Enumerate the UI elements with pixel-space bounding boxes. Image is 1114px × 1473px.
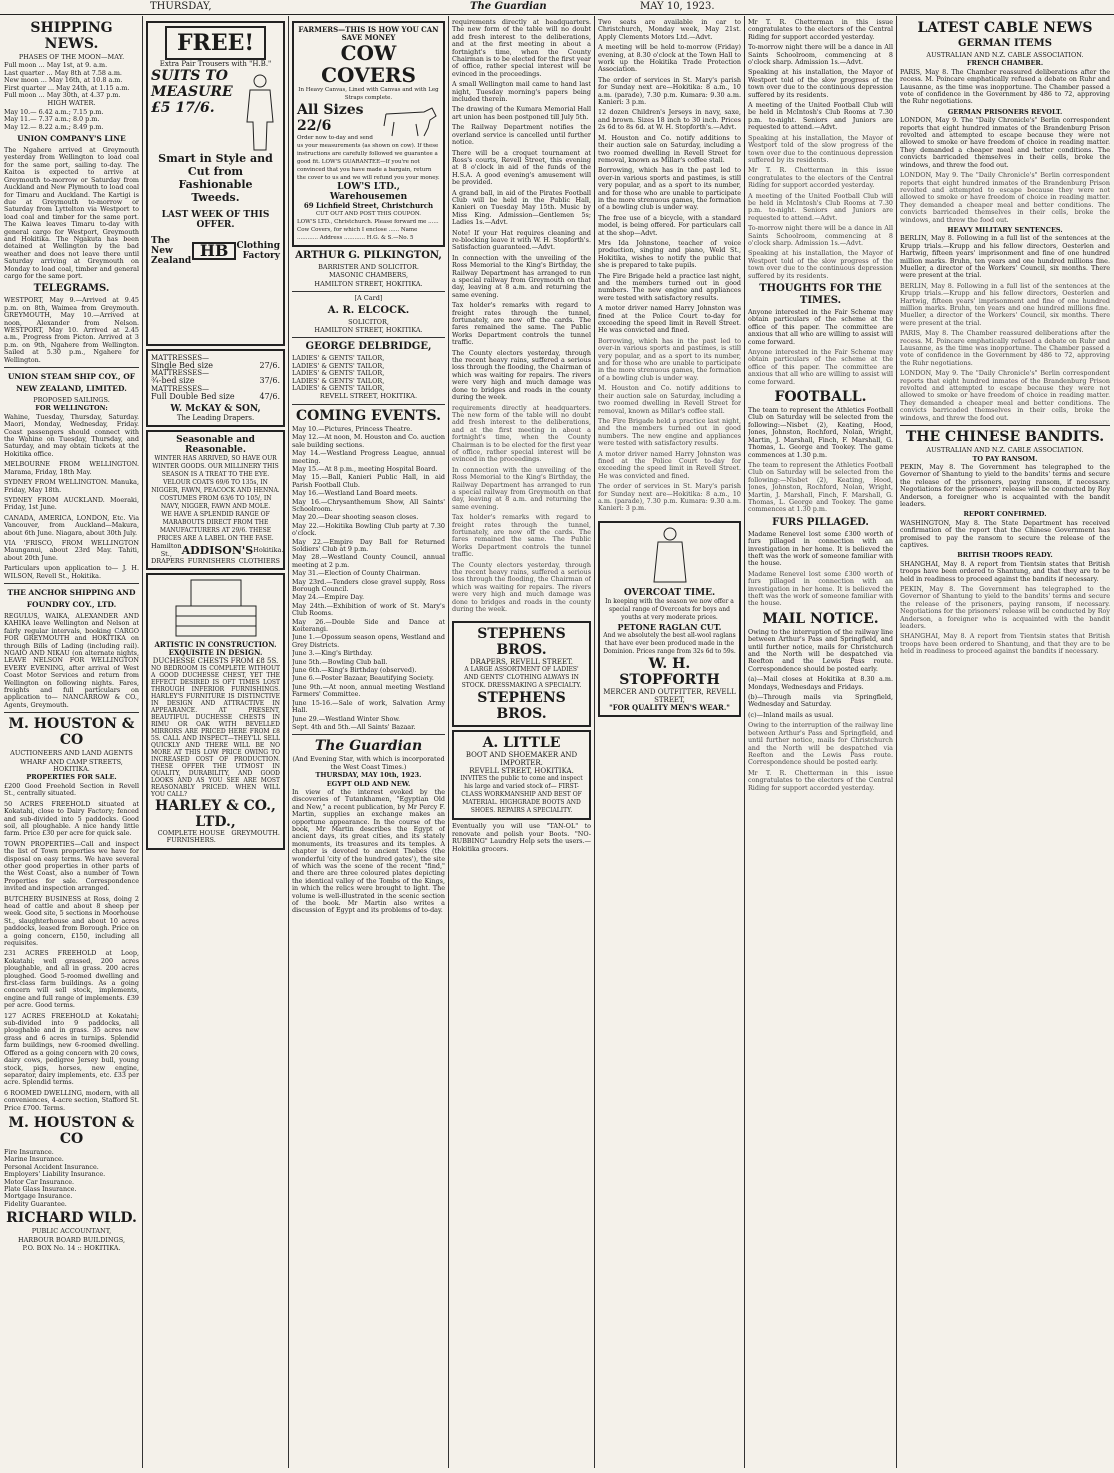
harley-foot-left: COMPLETE HOUSE FURNISHERS. xyxy=(157,828,225,845)
column-three xyxy=(292,18,445,1470)
lows-big: COW COVERS xyxy=(321,41,416,87)
divider xyxy=(292,734,445,735)
tanol-notice: Eventually you will use "TAN-OL" to renovate and polish your Boots. "NO-RUBBING" Laundry Help sets the users.—Hokitika grocers. xyxy=(452,822,591,853)
elcock-title: A. R. ELCOCK. xyxy=(327,304,410,316)
addison-foot: FURNISHERS xyxy=(187,557,236,566)
cow-icon xyxy=(380,102,440,138)
coming-event-item: May 15.—Ball, Kanieri Public Hall, in aid Parish Football Club. xyxy=(292,473,445,489)
little-sub: BOOT AND SHOEMAKER AND IMPORTER. xyxy=(465,751,578,768)
hb-logo: HB xyxy=(192,242,237,259)
column-five xyxy=(598,18,741,1470)
shipping-title: SHIPPING NEWS. xyxy=(30,20,113,52)
moon-line: Last quarter ... May 8th at 7.58 a.m. xyxy=(4,68,122,77)
revolt-text: LONDON, May 9. The "Daily Chronicle's" Berlin correspondent reports that eight hundred inmates of the Brandenburg Prison revolted and attempted to escape because they were not allowed to smoke or have freedom of choice in reading matter. They demanded a cheaper meal and better conditions. The convicts barricaded themselves in their cells, broke the windows, and threw the food out. xyxy=(900,369,1110,422)
houston-item: 231 ACRES FREEHOLD at Loop, Kokatahi; well grassed, 200 acres ploughable, and all in grass. 200 acres ploughed. Good 5-roomed dwelling and first-class farm buildings. As a going concern will sell stock, implements, engine and full range of implements. £39 per acre. Good terms. xyxy=(4,949,139,1010)
coming-event-item: Sept. 4th and 5th.—All Saints' Bazaar. xyxy=(292,722,416,731)
news-paragraph: M. Houston and Co. notify additions to their auction sale on Saturday, including a two roomed dwelling in Revell Street for removal, known as Millar's coffee stall. xyxy=(598,133,741,164)
insurance-item: Fire Insurance. xyxy=(4,1147,54,1156)
news-paragraph: Tax holder's remarks with regard to freight rates through the tunnel, fortunately, are now off the cards. The fares remained the same. The Public Works Department controls the tunnel traffic. xyxy=(452,301,591,347)
column-shipping xyxy=(4,18,139,1470)
coming-event-item: June 29.—Westland Winter Show. xyxy=(292,714,401,723)
man-in-suit-icon xyxy=(240,72,280,152)
coming-event-item: May 22.—Hokitika Bowling Club party at 7.30 o'clock. xyxy=(292,521,445,538)
usc-text: Wahine, Tuesday, Thursday, Saturday. Maori, Monday, Wednesday, Friday. Coast passengers should connect with the Wahine on Tuesday, Thursday, and Saturday, and may obtain tickets at the Hokitika office. xyxy=(4,412,139,458)
little-address: REVELL STREET, HOKITIKA. xyxy=(469,767,574,776)
coming-event-item: June 15-16.—Sale of work, Salvation Army Hall. xyxy=(292,698,445,715)
union-title: UNION COMPANY'S LINE xyxy=(17,134,126,144)
news-paragraph: The Fire Brigade held a practice last night, and the members turned out in good numbers. The new engine and appliances were tested with satisfactory results. xyxy=(598,271,741,302)
mckay-name: W. McKAY & SON, xyxy=(170,404,261,415)
divider xyxy=(292,337,445,338)
cable-title: LATEST CABLE NEWS xyxy=(917,20,1093,36)
houston-item: TOWN PROPERTIES—Call and inspect the list of Town properties we have for disposal on easy terms. We have several other good properties in other parts of the West Coast, also a number of Town Properties for sale. Correspondence invited and inspection arranged. xyxy=(4,839,139,893)
news-paragraph: In connection with the unveiling of the Ross Memorial to the King's Birthday, the Railway Department has arranged to run a special railway from Greymouth on that day, leaving at 8 a.m. and returning the same evening. xyxy=(452,253,591,299)
suits-line2: MEASURE xyxy=(151,84,233,100)
news-paragraph: To-morrow night there will be a dance in All Saints Schoolroom, commencing at 8 o'clock sharp. Admission 1s.—Advt. xyxy=(748,43,893,67)
divider xyxy=(292,291,445,292)
stephens-sub: DRAPERS, REVELL STREET. xyxy=(470,658,573,667)
harley-artistic: ARTISTIC IN CONSTRUCTION. xyxy=(154,639,277,649)
news-paragraph: Two seats are available in car to Christchurch, Monday week, May 21st. Apply Clements Motors Ltd.—Advt. xyxy=(598,18,741,41)
addison-name: ADDISON'S xyxy=(181,543,254,557)
hb-right2: Factory xyxy=(242,251,280,261)
coming-event-item: May 26.—Double Side and Dance at Koiterangi. xyxy=(292,617,445,634)
little-ad xyxy=(452,730,591,820)
harley-ad xyxy=(146,573,285,849)
pilkington-address: HAMILTON STREET, HOKITIKA. xyxy=(314,279,423,288)
wild-box: P.O. BOX No. 14 :: HOKITIKA. xyxy=(22,1244,121,1252)
football-title: FOOTBALL. xyxy=(774,389,867,406)
coming-event-item: May 12.—At noon, M. Houston and Co. auction sale building sections. xyxy=(292,433,445,449)
coming-events-title: COMING EVENTS. xyxy=(296,407,441,424)
petone-text: And we absolutely the best all-wool raglans that have ever been produced made in the Dominion. Prices range from 32s 6d to 59s. xyxy=(603,632,736,656)
ransom-text: PEKIN, May 8. The Government has telegraphed to the Governor of Shantung to yield to the bandits' terms and secure the release of the prisoners, paying ransom, if necessary. Negotiations for the prisoners' release will be conducted by Roy Anderson, a foreigner who is acquainted with the bandit leaders. xyxy=(900,462,1110,508)
hb-clothing-ad xyxy=(146,21,285,346)
lows-address: 69 Lichfield Street, Christchurch xyxy=(303,201,434,210)
usc-line: VIA 'FRISCO, FROM WELLINGTON Maunganui, about 23rd May. Tahiti, about 20th June. xyxy=(4,538,139,562)
news-paragraph: In connection with the unveiling of the Ross Memorial to the King's Birthday, the Railway Department has arranged to run a special railway from Greymouth on that day, leaving at 8 a.m. and returning the same evening. xyxy=(452,465,591,511)
usc-line: MELBOURNE FROM WELLINGTON. Marama, Friday, 18th May. xyxy=(4,460,139,476)
coming-event-item: June 3.—King's Birthday. xyxy=(292,649,373,658)
coming-event-item: May 24.—Empire Day. xyxy=(292,593,365,602)
chinese-assoc: AUSTRALIAN AND N.Z. CABLE ASSOCIATION. xyxy=(926,446,1084,455)
hb-left1: The New xyxy=(151,236,173,256)
coming-event-item: May 23rd.—Tenders close gravel supply, Ross Borough Council. xyxy=(292,577,445,593)
mail-text: Owing to the interruption of the railway line between Arthur's Pass and Springfield, and until further notice, mails for Christchurch and the North will be despatched via Reefton and the Lewis Pass route. Correspondence should be posted early. xyxy=(748,627,893,673)
news-paragraph: Speaking at his installation, the Mayor of Westport told of the slow progress of the town over due to the continuous depression suffered by its residents. xyxy=(748,68,893,99)
news-paragraph: The drawing of the Kumara Memorial Hall art union has been postponed till July 5th. xyxy=(452,105,591,121)
moon-line: Full moon ... May 1st, at 9. a.m. xyxy=(4,61,108,70)
mattress-price: 27/6. xyxy=(259,361,280,370)
guardian-sub: (And Evening Star, with which is incorporated the West Coast Times.) xyxy=(292,755,445,771)
column-six xyxy=(748,18,893,1470)
hb-logo-row xyxy=(151,236,280,266)
usc-line: CANADA, AMERICA, LONDON, Etc. Via Vancouver, from Auckland—Makura, about 6th June. Niagara, about 30th July. xyxy=(4,513,139,537)
smart-line1: Smart in Style and xyxy=(158,152,273,165)
mail-item: (b)—Through mails via Springfield, Wednesday and Saturday. xyxy=(748,693,893,709)
season-text: WINTER HAS ARRIVED, SO HAVE OUR WINTER GOODS. OUR MILLINERY THIS SEASON IS A TREAT TO THE EYE. xyxy=(152,455,279,479)
delbridge-line: LADIES' & GENTS' TAILOR, xyxy=(292,354,385,363)
lows-ad xyxy=(292,21,445,247)
french-text: PARIS, May 8. The Chamber reassured deliberations after the recess. M. Poincare emphatically refused a debate on Ruhr and Lausanne, as the time was inopportune. The Chamber passed a vote of confidence in the Government by 486 to 72, approving the Ruhr negotiations. xyxy=(900,67,1110,106)
usc-line: SYDNEY FROM AUCKLAND. Moeraki, Friday, 1st June. xyxy=(4,495,139,512)
houston-footer: M. HOUSTON & CO xyxy=(8,1114,135,1147)
news-paragraph: Note! If your Hat requires cleaning and re-blocking leave it with W. H. Stopforth's. Satisfaction guaranteed.—Advt. xyxy=(452,228,591,252)
news-paragraph: The order of services in St. Mary's parish for Sunday next are—Hokitika: 8 a.m., 10 a.m. (parade), 7.30 p.m. Kumara: 9.30 a.m. Kanieri: 3 p.m. xyxy=(598,482,741,513)
overcoat-title: OVERCOAT TIME. xyxy=(623,588,716,599)
coming-event-item: May 28.—Westland County Council, annual meeting at 2 p.m. xyxy=(292,553,445,569)
usc-sub: PROPOSED SAILINGS. xyxy=(33,396,110,405)
moon-line: Full moon ... May 30th, at 4.37 p.m. xyxy=(4,91,121,100)
football-text: The team to represent the Athletics Football Club on Saturday will be selected from the following:—Nisbet (2), Keating, Hood, Jones, Johnston, Rochford, Nolan, Wright, Martin, J. Marshall, Finch, F. Marshall, G. Thomas, L. George and Tookey. The game commences at 1.30 p.m. xyxy=(748,406,893,459)
high-water-title: HIGH WATER. xyxy=(47,99,96,108)
usc-footer: Particulars upon application to— J. H. WILSON, Revell St., Hokitika. xyxy=(4,564,139,580)
news-paragraph: 12 dozen Children's Jerseys in navy, saxe, and brown. Sizes 18 inch to 30 inch. Prices 2s 6d to 8s 6d. at W. H. Stopforth's.—Advt. xyxy=(598,108,741,132)
houston-item: BUTCHERY BUSINESS at Ross, doing 2 head of cattle and about 8 sheep per week. Good site, 5 sections in Moorhouse St., slaughterhouse and about 10 acres paddocks, leased from Borough. Price on a going concern, £150, including all requisites. xyxy=(4,894,139,947)
masthead xyxy=(0,0,1114,15)
divider xyxy=(292,404,445,405)
mattress-title: MATTRESSES— xyxy=(151,354,210,362)
high-water-line: May 12.— 8.22 a.m.; 8.49 p.m. xyxy=(4,122,104,131)
free-sub: Extra Pair Trousers with "H.B." xyxy=(159,60,272,68)
lows-size: All Sizes 22/6 xyxy=(297,102,364,134)
mail-text: Owing to the interruption of the railway line between Arthur's Pass and Springfield, and until further notice, mails for Christchurch and the North will be despatched via Reefton and the Lewis Pass route. Correspondence should be posted early. xyxy=(748,721,893,767)
thoughts-title: THOUGHTS FOR THE TIMES. xyxy=(759,283,882,306)
coming-event-item: June 1.—Opossum season opens, Westland and Grey Districts. xyxy=(292,633,445,649)
news-paragraph: requirements directly at headquarters. The new form of the table will no doubt add fresh interest to the deliberations, and at the first meeting in about a fortnight's time, when the County Chairman is to be elected for the first year of office, rather special interest will be evinced in the proceedings. xyxy=(452,18,591,78)
news-paragraph: A meeting of the United Football Club will be held in McIntosh's Club Rooms at 7.30 p.m. to-night. Seniors and Juniors are requested to attend.—Advt. xyxy=(748,191,893,222)
harley-name: HARLEY & CO., LTD., xyxy=(155,797,276,830)
egypt-title: EGYPT OLD AND NEW. xyxy=(326,779,411,788)
usc-line: SYDNEY FROM WELLINGTON. Manuka, Friday, May 18th. xyxy=(4,478,139,494)
furs-text: Madame Renevel lost some £300 worth of furs pillaged in connection with an investigation in her home. It is believed the theft was the work of someone familiar with the house. xyxy=(748,569,893,608)
addison-foot: DRAPERS xyxy=(151,557,185,566)
lows-sub: In Heavy Canvas, Lined with Canvas and with Leg Straps complete. xyxy=(298,87,439,101)
coming-event-item: May 20.—Dear shooting season closes. xyxy=(292,513,419,522)
telegrams-title: TELEGRAMS. xyxy=(33,283,110,295)
insurance-item: Employers' Liability Insurance. xyxy=(4,1170,106,1179)
suits-price: £5 17/6. xyxy=(151,100,215,116)
masthead-date: MAY 10, 1923. xyxy=(640,1,715,12)
egypt-text: In view of the interest evoked by the discoveries of Tutankhamen, "Egyptian Old and New," a recent publication, by Mr Percy F. Martin, supplies an exchange makes an opportune appearance. In the course of the book, Mr Martin describes the Egypt of ancient days, its great cities, and its stately monuments, its treasures and its temples. A chapter is devoted to ancient Thebes (the wonderful 'city of the hundred gates'), the site of which was the scene of the recent "find," and there are three coloured plates depicting the identical valley of the Tombs of the Kings, in which the relics were brought to light. The volume is well-illustrated in the scenic section of the book. Mr Martin also writes a discussion of Egypt and its problems of to-day. xyxy=(292,787,445,915)
divider xyxy=(4,583,139,584)
insurance-item: Fidelity Guarantee. xyxy=(4,1199,67,1208)
revolt-text: LONDON, May 9. The "Daily Chronicle's" Berlin correspondent reports that eight hundred inmates of the Brandenburg Prison revolted and attempted to escape because they were not allowed to smoke or have freedom of choice in reading matter. They demanded a cheaper meal and better conditions. The convicts barricaded themselves in their cells, broke the windows, and threw the food out. xyxy=(900,116,1110,169)
news-paragraph: A meeting of the United Football Club will be held in McIntosh's Club Rooms at 7.30 p.m. to-night. Seniors and Juniors are requested to attend.—Advt. xyxy=(748,101,893,132)
union-text: The Ngahere arrived at Greymouth yesterday from Wellington to load coal for the same port, sailing to-day. The Kaitoa is expected to arrive at Greymouth to-morrow or Saturday from Auckland and New Plymouth to load coal for Timaru and Auckland. The Kartigi is due at Greymouth to-morrow or Saturday from Lyttelton via Westport to load coal and timber for the same port. The Kaiwa leaves Timaru to-day with general cargo for Westport, Greymouth and Hokitika. The Ngakuta has been detained at Wellington by the bad weather and does not leave there until Saturday arriving at Greymouth on Monday to load coal, timber and general cargo for the same port. xyxy=(4,146,139,280)
addison-right: Hokitika. xyxy=(253,545,284,554)
coming-event-item: May 24th.—Exhibition of work of St. Mary's Club Rooms. xyxy=(292,601,445,618)
usc-wellington: FOR WELLINGTON: xyxy=(35,404,108,413)
football-text: The team to represent the Athletics Football Club on Saturday will be selected from the following:—Nisbet (2), Keating, Hood, Jones, Johnston, Rochford, Nolan, Wright, Martin, J. Marshall, Finch, F. Marshall, G. Thomas, L. George and Tookey. The game commences at 1.30 p.m. xyxy=(748,460,893,514)
stopforth-sub: MERCER AND OUTFITTER, REVELL STREET, xyxy=(603,688,736,705)
ransom-title: TO PAY RANSOM. xyxy=(972,454,1038,463)
french-text: PARIS, May 8. The Chamber reassured deliberations after the recess. M. Poincare emphatically refused a debate on Ruhr and Lausanne, as the time was inopportune. The Chamber passed a vote of confidence in the Government by 486 to 72, approving the Ruhr negotiations. xyxy=(900,329,1110,367)
addison-left: Hamilton St., xyxy=(151,542,182,558)
news-paragraph: Mr T. R. Chetterman in this issue congratulates to the electors of the Central Riding for support accorded yesterday. xyxy=(748,768,893,792)
smart-line3: Tweeds. xyxy=(191,191,240,204)
smart-line2: Cut from Fashionable xyxy=(178,165,253,191)
news-paragraph: A grand ball, in aid of the Pirates Football Club will be held in the Public Hall, Kanieri on Tuesday May 15th. Music by Miss King. Admission—Gentlemen 5s; Ladies 1s.—Advt. xyxy=(452,188,591,227)
insurance-item: Mortgage Insurance. xyxy=(4,1192,73,1201)
heavy-text: BERLIN, May 8. Following in a full list of the sentences at the Krupp trials.—Krupp and his fellow directors, Oesterlen and Hartwig, fifteen years' imprisonment and fine of one hundred million marks. Bruhn, ten years and one hundred millions fine. Mueller, a director of the Workers' Council, six months. There were present at the trial. xyxy=(900,281,1110,327)
coming-event-item: May 22.—Empire Day Ball for Returned Soldiers' Club at 9 p.m. xyxy=(292,537,445,553)
season-title: Seasonable and Reasonable. xyxy=(176,435,255,456)
news-paragraph: The Railway Department notifies the overland service is cancelled until further notice. xyxy=(452,123,591,147)
column-cable-news xyxy=(900,18,1110,1470)
report-title: REPORT CONFIRMED. xyxy=(963,510,1047,519)
wild-title: RICHARD WILD. xyxy=(6,1210,137,1227)
news-paragraph: M. Houston and Co. notify additions to their auction sale on Saturday, including a two roomed dwelling in Revell Street for removal, known as Millar's coffee stall. xyxy=(598,384,741,415)
houston-properties: PROPERTIES FOR SALE. xyxy=(26,773,117,782)
coming-event-item: May 15.—At 8 p.m., meeting Hospital Board. xyxy=(292,464,438,473)
wild-address: HARBOUR BOARD BUILDINGS, xyxy=(17,1235,126,1244)
houston-address: WHARF AND CAMP STREETS, HOKITIKA. xyxy=(20,757,123,774)
coming-event-item: May 16.—Westland Land Board meets. xyxy=(292,489,418,498)
little-text: INVITES the public to come and inspect his large and varied stock of— FIRST-CLASS WORKMANSHIP AND BEST OF MATERIAL. HIGHGRADE BOOTS AND SHOES. REPAIRS A SPECIALITY. xyxy=(460,775,583,815)
stopforth-name: W. H. STOPFORTH xyxy=(619,656,720,689)
hb-right1: Clothing xyxy=(236,241,280,251)
news-paragraph: A motor driver named Harry Johnston was fined at the Police Court to-day for exceeding the speed limit in Revell Street. He was convicted and fined. xyxy=(598,304,741,335)
harley-text: NO BEDROOM IS COMPLETE WITHOUT A GOOD DUCHESSE CHEST, YET THE EFFECT DESIRED IS OFT TIMES LOST THROUGH INFERIOR FURNISHINGS. HARLEY'S FURNITURE IS DISTINCTIVE IN DESIGN AND ATTRACTIVE IN APPEARANCE. AT PRESENT, BEAUTIFUL DUCHESSE CHESTS IN RIMU OR OAK WITH BEVELLED MIRRORS ARE PRICED HERE FROM £8 5S. CALL AND INSPECT—THEY'LL SELL QUICKLY AND THERE WILL BE NO MORE AT THIS LOW PRICE OWING TO INCREASED COST OF PRODUCTION. THESE OFFER THE UTMOST IN QUALITY, DURABILITY, AND GOOD LOOKS AND AS YOU SEE ARE MOST REASONABLY PRICED. WHEN WILL YOU CALL? xyxy=(151,664,280,798)
revolt-title: GERMAN PRISONERS REVOLT. xyxy=(947,107,1063,116)
news-paragraph: requirements directly at headquarters. The new form of the table will no doubt add fresh interest to the deliberations, and at the first meeting in about a fortnight's time, when the County Chairman is to be elected for the first year of office, rather special interest will be evinced in the proceedings. xyxy=(452,403,591,464)
houston-item: 50 ACRES FREEHOLD situated at Kokatahi, close to Dairy Factory; fenced and sub-divided into 5 paddocks. Good soil, all ploughable. A nice handy little farm. Price £30 per acre for quick sale. xyxy=(4,799,139,838)
mail-item: (a)—Mail closes at Hokitika at 8.30 a.m. Mondays, Wednesdays and Fridays. xyxy=(748,675,893,691)
moon-line: New moon ... May 16th, at 10.8 a.m. xyxy=(4,76,123,85)
news-paragraph: Mr T. R. Chetterman in this issue congratulates to the electors of the Central Riding for support accorded yesterday. xyxy=(748,166,893,190)
french-title: FRENCH CHAMBER. xyxy=(966,59,1044,68)
cable-assoc: AUSTRALIAN AND N.Z. CABLE ASSOCIATION. xyxy=(926,51,1084,59)
guardian-title: The Guardian xyxy=(314,738,423,755)
mattress-size: Full Double Bed size xyxy=(151,391,235,401)
heavy-text: BERLIN, May 8. Following in a full list of the sentences at the Krupp trials.—Krupp and his fellow directors, Oesterlen and Hartwig, fifteen years' imprisonment and fine of one hundred million marks. Bruhn, ten years and one hundred millions fine. Mueller, a director of the Workers' Council, six months. There were present at the trial. xyxy=(900,234,1110,280)
news-paragraph: Mr T. R. Chetterman in this issue congratulates to the electors of the Central Riding for support accorded yesterday. xyxy=(748,18,893,41)
houston-title: M. HOUSTON & CO xyxy=(8,716,135,749)
wild-sub: PUBLIC ACCOUNTANT, xyxy=(31,1227,112,1236)
anchor-text: REGULUS, WAIKA, ALEXANDER AND KAHIKA leave Wellington and Nelson at fairly regular intervals, booking CARGO FOR GREYMOUTH and HOKITIKA on through Bills of Lading (including rail). NGAIO AND NIKAU (on alternate nights, LEAVE NELSON FOR WELLINGTON EVERY EVENING, after arrival of West Coast Motor Services and return from Wellington on following nights. Fares, freights and full particulars on application to— NANCARROW & CO., Agents, Greymouth. xyxy=(4,611,139,709)
mail-title: MAIL NOTICE. xyxy=(762,610,879,627)
last-week: LAST WEEK OF THIS OFFER. xyxy=(161,210,270,230)
column-ads xyxy=(146,18,285,1470)
news-paragraph: A small Wellington mail came to hand last night, Tuesday morning's papers being included therein. xyxy=(452,80,591,104)
moon-list xyxy=(4,62,139,99)
moon-title: PHASES OF THE MOON—MAY. xyxy=(18,53,125,61)
delbridge-line: LADIES' & GENTS' TAILOR, xyxy=(292,361,385,370)
harley-exquisite: EXQUISITE IN DESIGN. xyxy=(168,647,263,657)
guardian-date: THURSDAY, MAY 10th, 1923. xyxy=(315,771,422,780)
coming-event-item: May 14.—Westland Progress League, annual meeting. xyxy=(292,449,445,465)
stephens-name-2: STEPHENS BROS. xyxy=(477,690,566,723)
insurance-item: Personal Accident Insurance. xyxy=(4,1162,99,1171)
column-rule xyxy=(142,16,143,1468)
masthead-paper: The Guardian xyxy=(470,1,547,12)
addison-foot: CLOTHIERS xyxy=(238,557,280,566)
card-label: [A Card] xyxy=(354,294,383,303)
elcock-sub: SOLICITOR, xyxy=(348,317,389,326)
news-paragraph: The County electors yesterday, through the recent heavy rains, suffered a serious loss through the flooding, the Chairman of which was waiting for repairs. The rivers were very high and much damage was done to bridges and roads in the county during the week. xyxy=(452,348,591,402)
mattress-size: ¾-bed size xyxy=(151,376,195,386)
delbridge-line: LADIES' & GENTS' TAILOR, xyxy=(292,369,385,378)
coming-event-item: June 9th.—At noon, annual meeting Westland Farmers' Committee. xyxy=(292,682,445,699)
harley-duchesse: DUCHESSE CHESTS FROM £8 5S. xyxy=(152,656,279,665)
news-paragraph: The Fire Brigade held a practice last night, and the members turned out in good numbers. The new engine and appliances were tested with satisfactory results. xyxy=(598,416,741,448)
news-paragraph: To-morrow night there will be a dance in All Saints Schoolroom, commencing at 8 o'clock sharp. Admission 1s.—Advt. xyxy=(748,224,893,247)
coming-event-item: May 31.—Election of County Chairman. xyxy=(292,569,421,578)
news-paragraph: Borrowing, which has in the past led to over-in various sports and pastimes, is still very popular, and as a sport to its number, and for those who are unable to participate in the more strenuous games, the formation of a bowling club is under way. xyxy=(598,336,741,382)
delbridge-title: GEORGE DELBRIDGE, xyxy=(305,341,432,353)
duchesse-chest-icon xyxy=(156,578,276,638)
news-paragraph: Speaking at his installation, the Mayor of Westport told of the slow progress of the town over due to the continuous depression suffered by its residents. xyxy=(748,133,893,164)
high-water-line: May 11.— 7.37 a.m.; 8.0 p.m. xyxy=(4,115,100,124)
thoughts-text: Anyone interested in the Fair Scheme may obtain particulars of the scheme at the office of this paper. The committee are anxious that all who are willing to assist will come forward. xyxy=(748,348,893,386)
high-water-line: May 10.— 6.42 a.m.; 7.15 p.m. xyxy=(4,107,104,116)
german-items: GERMAN ITEMS xyxy=(958,38,1052,49)
news-paragraph: Tax holder's remarks with regard to freight rates through the tunnel, fortunately, are now off the cards. The fares remained the same. The Public Works Department controls the tunnel traffic. xyxy=(452,513,591,559)
lows-name: LOW'S LTD., Warehousemen xyxy=(329,182,408,202)
season-costumes: COSTUMES FROM 63/6 TO 105/, IN NAVY, NIGGER, FAWN AND MOLE. xyxy=(159,495,272,511)
revolt-text: LONDON, May 9. The "Daily Chronicle's" Berlin correspondent reports that eight hundred inmates of the Brandenburg Prison revolted and attempted to escape because they were not allowed to smoke or have freedom of choice in reading matter. They demanded a cheaper meal and better conditions. The convicts barricaded themselves in their cells, broke the windows, and threw the food out. xyxy=(900,171,1110,224)
delbridge-line: LADIES' & GENTS' TAILOR, xyxy=(292,384,385,393)
mail-item: (c)—Inland mails as usual. xyxy=(748,710,834,719)
coming-event-item: May 10.—Pictures, Princess Theatre. xyxy=(292,424,413,433)
harley-foot-right: GREYMOUTH. xyxy=(231,828,280,837)
furs-title: FURS PILLAGED. xyxy=(772,516,869,528)
lows-coupon-form: LOW'S LTD., Christchurch. Please forward me ...... Cow Covers, for which I enclose ...... Name ............ Address ............ H.G. & S.—No. 5 xyxy=(297,219,439,241)
stephens-name: STEPHENS BROS. xyxy=(477,626,566,659)
thoughts-text: Anyone interested in the Fair Scheme may obtain particulars of the scheme at the office of this paper. The committee are anxious that all who are willing to assist will come forward. xyxy=(748,308,893,346)
column-rule xyxy=(594,16,595,1468)
column-four xyxy=(452,18,591,1470)
insurance-item: Motor Car Insurance. xyxy=(4,1177,75,1186)
pilkington-chambers: MASONIC CHAMBERS, xyxy=(328,271,409,280)
coming-event-item: May 16.—Chrysanthemum Show, All Saints' Schoolroom. xyxy=(292,497,445,513)
stopforth-foot: "FOR QUALITY MEN'S WEAR." xyxy=(609,703,730,713)
news-paragraph: There will be a croquet tournament at Ross's courts, Revell Street, this evening at 8 o'clock in aid of the funds of the H.S.A. A good evening's amusement will be provided. xyxy=(452,148,591,187)
column-rule xyxy=(288,16,289,1468)
stephens-ad xyxy=(452,621,591,727)
furs-text: Madame Renevel lost some £300 worth of furs pillaged in connection with an investigation in her home. It is believed the theft was the work of someone familiar with the house. xyxy=(748,529,893,568)
delbridge-address: REVELL STREET, HOKITIKA. xyxy=(319,392,418,401)
ransom-text: PEKIN, May 8. The Government has telegraphed to the Governor of Shantung to yield to the bandits' terms and secure the release of the prisoners, paying ransom, if necessary. Negotiations for the prisoners' release will be conducted by Roy Anderson, a foreigner who is acquainted with the bandit leaders. xyxy=(900,585,1110,631)
mckay-ad xyxy=(146,349,285,427)
petone-title: PETONE RAGLAN CUT. xyxy=(617,622,722,633)
coming-events-list xyxy=(292,426,445,731)
news-paragraph: The County electors yesterday, through the recent heavy rains, suffered a serious loss through the flooding, the Chairman of which was waiting for repairs. The rivers were very high and much damage was done to bridges and roads in the county during the week. xyxy=(452,560,591,614)
news-paragraph: A meeting will be held to-morrow (Friday) evening, at 8.30 o'clock at the Town Hall to work up the Hokitika Trade Protection Association. xyxy=(598,43,741,74)
chinese-title: THE CHINESE BANDITS. xyxy=(905,429,1105,446)
column-rule xyxy=(896,16,897,1468)
troops-title: BRITISH TROOPS READY. xyxy=(957,551,1053,560)
insurance-item: Marine Insurance. xyxy=(4,1155,64,1164)
news-paragraph: Mrs Ida Johnstone, teacher of voice production, singing and piano, Weld St., Hokitika, wishes to notify the public that she is prepared to take pupils. xyxy=(598,238,741,270)
pilkington-title: ARTHUR G. PILKINGTON, xyxy=(295,250,442,261)
lows-coupon: CUT OUT AND POST THIS COUPON. xyxy=(315,211,422,217)
mattress-price: 47/6. xyxy=(259,391,280,401)
anchor-title: THE ANCHOR SHIPPING AND FOUNDRY COY., LTD. xyxy=(7,587,136,609)
season-marabouts: WE HAVE A SPLENDID RANGE OF MARABOUTS DIRECT FROM THE MANUFACTURERS AT 29/6. THESE PRICES ARE A LABEL ON THE FASE. xyxy=(157,511,274,543)
pilkington-sub: BARRISTER AND SOLICITOR. xyxy=(318,263,419,271)
hb-left2: Zealand xyxy=(151,256,192,266)
season-velour: VELOUR COATS 69/6 TO 135s, IN NIGGER, FAWN, PEACOCK AND HENNA. xyxy=(151,479,280,495)
troops-text: SHANGHAI, May 8. A report from Tientsin states that British troops have been ordered to Shantung, and that they are to be held in readiness to proceed against the bandits if necessary. xyxy=(900,559,1110,583)
news-paragraph: Borrowing, which has in the past led to over-in various sports and pastimes, is still very popular, and as a sport to its number, and for those who are unable to participate in the more strenuous games, the formation of a bowling club is under way. xyxy=(598,166,741,212)
insurance-item: Plate Glass Insurance. xyxy=(4,1184,77,1193)
houston-item: £200 Good Freehold Section in Revell St., centrally situated. xyxy=(4,781,139,798)
addison-ad xyxy=(146,430,285,570)
usc-title: UNION STEAM SHIP COY., OF NEW ZEALAND, LIMITED. xyxy=(7,372,136,394)
coming-event-item: June 6th.—King's Birthday (observed). xyxy=(292,666,417,675)
overcoat-figure-icon xyxy=(650,526,690,586)
free-heading: FREE! xyxy=(165,26,266,60)
news-paragraph: Speaking at his installation, the Mayor of Westport told of the slow progress of the town over due to the continuous depression suffered by its residents. xyxy=(748,249,893,280)
news-paragraph: The order of services in St. Mary's parish for Sunday next are—Hokitika: 8 a.m., 10 a.m. (parade), 7.30 p.m. Kumara: 9.30 a.m. Kanieri: 3 p.m. xyxy=(598,75,741,107)
divider xyxy=(900,425,1110,426)
divider xyxy=(4,712,139,713)
mattress-price: 37/6. xyxy=(259,376,280,386)
lows-head: FARMERS—THIS IS HOW YOU CAN SAVE MONEY xyxy=(298,25,439,42)
elcock-address: HAMILTON STREET, HOKITIKA. xyxy=(314,326,423,335)
moon-line: First quarter ... May 24th, at 1.15 a.m. xyxy=(4,83,130,92)
houston-item: 6 ROOMED DWELLING, modern, with all conveniences, 4-acre section, Stafford St. Price £700. Terms. xyxy=(4,1088,139,1112)
divider xyxy=(4,367,139,368)
troops-text: SHANGHAI, May 8. A report from Tientsin states that British troops have been ordered to Shantung, and that they are to be held in readiness to proceed against the bandits if necessary. xyxy=(900,632,1110,656)
column-rule xyxy=(744,16,745,1468)
report-text: WASHINGTON, May 8. The State Department has received confirmation of the report that the Chinese Government has promised to pay the ransom to secure the release of the captives. xyxy=(900,518,1110,549)
coming-event-item: June 5th.—Bowling Club ball. xyxy=(292,657,388,666)
news-paragraph: A motor driver named Harry Johnston was fined at the Police Court to-day for exceeding the speed limit in Revell Street. He was convicted and fined. xyxy=(598,449,741,480)
telegrams-text: WESTPORT, May 9.—Arrived at 9.45 p.m. on 8th, Waimea from Greymouth. GREYMOUTH, May 10.—Arrived at noon, Alexander from Nelson. WESTPORT, May 10. Arrived at 2.45 a.m., Progress from Picton. Arrived at 3 p.m. on 9th, Ngahere from Wellington. Sailed at 5.30 p.m., Ngahere for Wellington. xyxy=(4,296,139,364)
column-rule xyxy=(448,16,449,1468)
mckay-sub: The Leading Drapers. xyxy=(176,414,255,423)
mattress-title: MATTRESSES— xyxy=(151,369,210,378)
coming-event-item: June 6.—Poster Bazaar, Beautifying Society. xyxy=(292,674,434,683)
lows-text: Order now to-day and send us your measurements (as shown on cow). If these instructions are carefully followed we guarantee a good fit. LOW'S GUARANTEE—If you're not convinced that you have made a bargain, return the cover to us and we will refund you your money. xyxy=(297,135,440,181)
news-paragraph: The free use of a bicycle, with a standard model, is being offered. For particulars call at the shop—Advt. xyxy=(598,213,741,237)
overcoat-text: In keeping with the season we now offer a special range of Overcoats for boys and youths at very moderate prices. xyxy=(605,598,734,622)
little-name: A. LITTLE xyxy=(482,735,561,752)
heavy-title: HEAVY MILITARY SENTENCES. xyxy=(947,225,1063,234)
suits-line1: SUITS TO xyxy=(151,68,228,84)
delbridge-line: LADIES' & GENTS' TAILOR, xyxy=(292,376,385,385)
houston-sub: AUCTIONEERS AND LAND AGENTS xyxy=(10,749,133,758)
stephens-text: A LARGE ASSORTMENT OF LADIES' AND GENTS' CLOTHING ALWAYS IN STOCK. DRESSMAKING A SPECIALTY. xyxy=(461,666,582,690)
houston-item: 127 ACRES FREEHOLD at Kokatahi; sub-divided into 9 paddocks, all ploughable and in grass. 35 acres new grass and 6 acres in turnips. Splendid farm buildings, new 6-roomed dwelling. Offered as a going concern with 20 cows, dairy cows, pedigree Jersey bull, young stock, pigs, horses, new engine, separator, dairy implements, etc. £33 per acre. Splendid terms. xyxy=(4,1011,139,1087)
mattress-title: MATTRESSES— xyxy=(151,384,210,393)
mattress-size: Single Bed size xyxy=(151,361,214,370)
masthead-day: THURSDAY, xyxy=(150,1,212,12)
stopforth-ad xyxy=(598,521,741,717)
